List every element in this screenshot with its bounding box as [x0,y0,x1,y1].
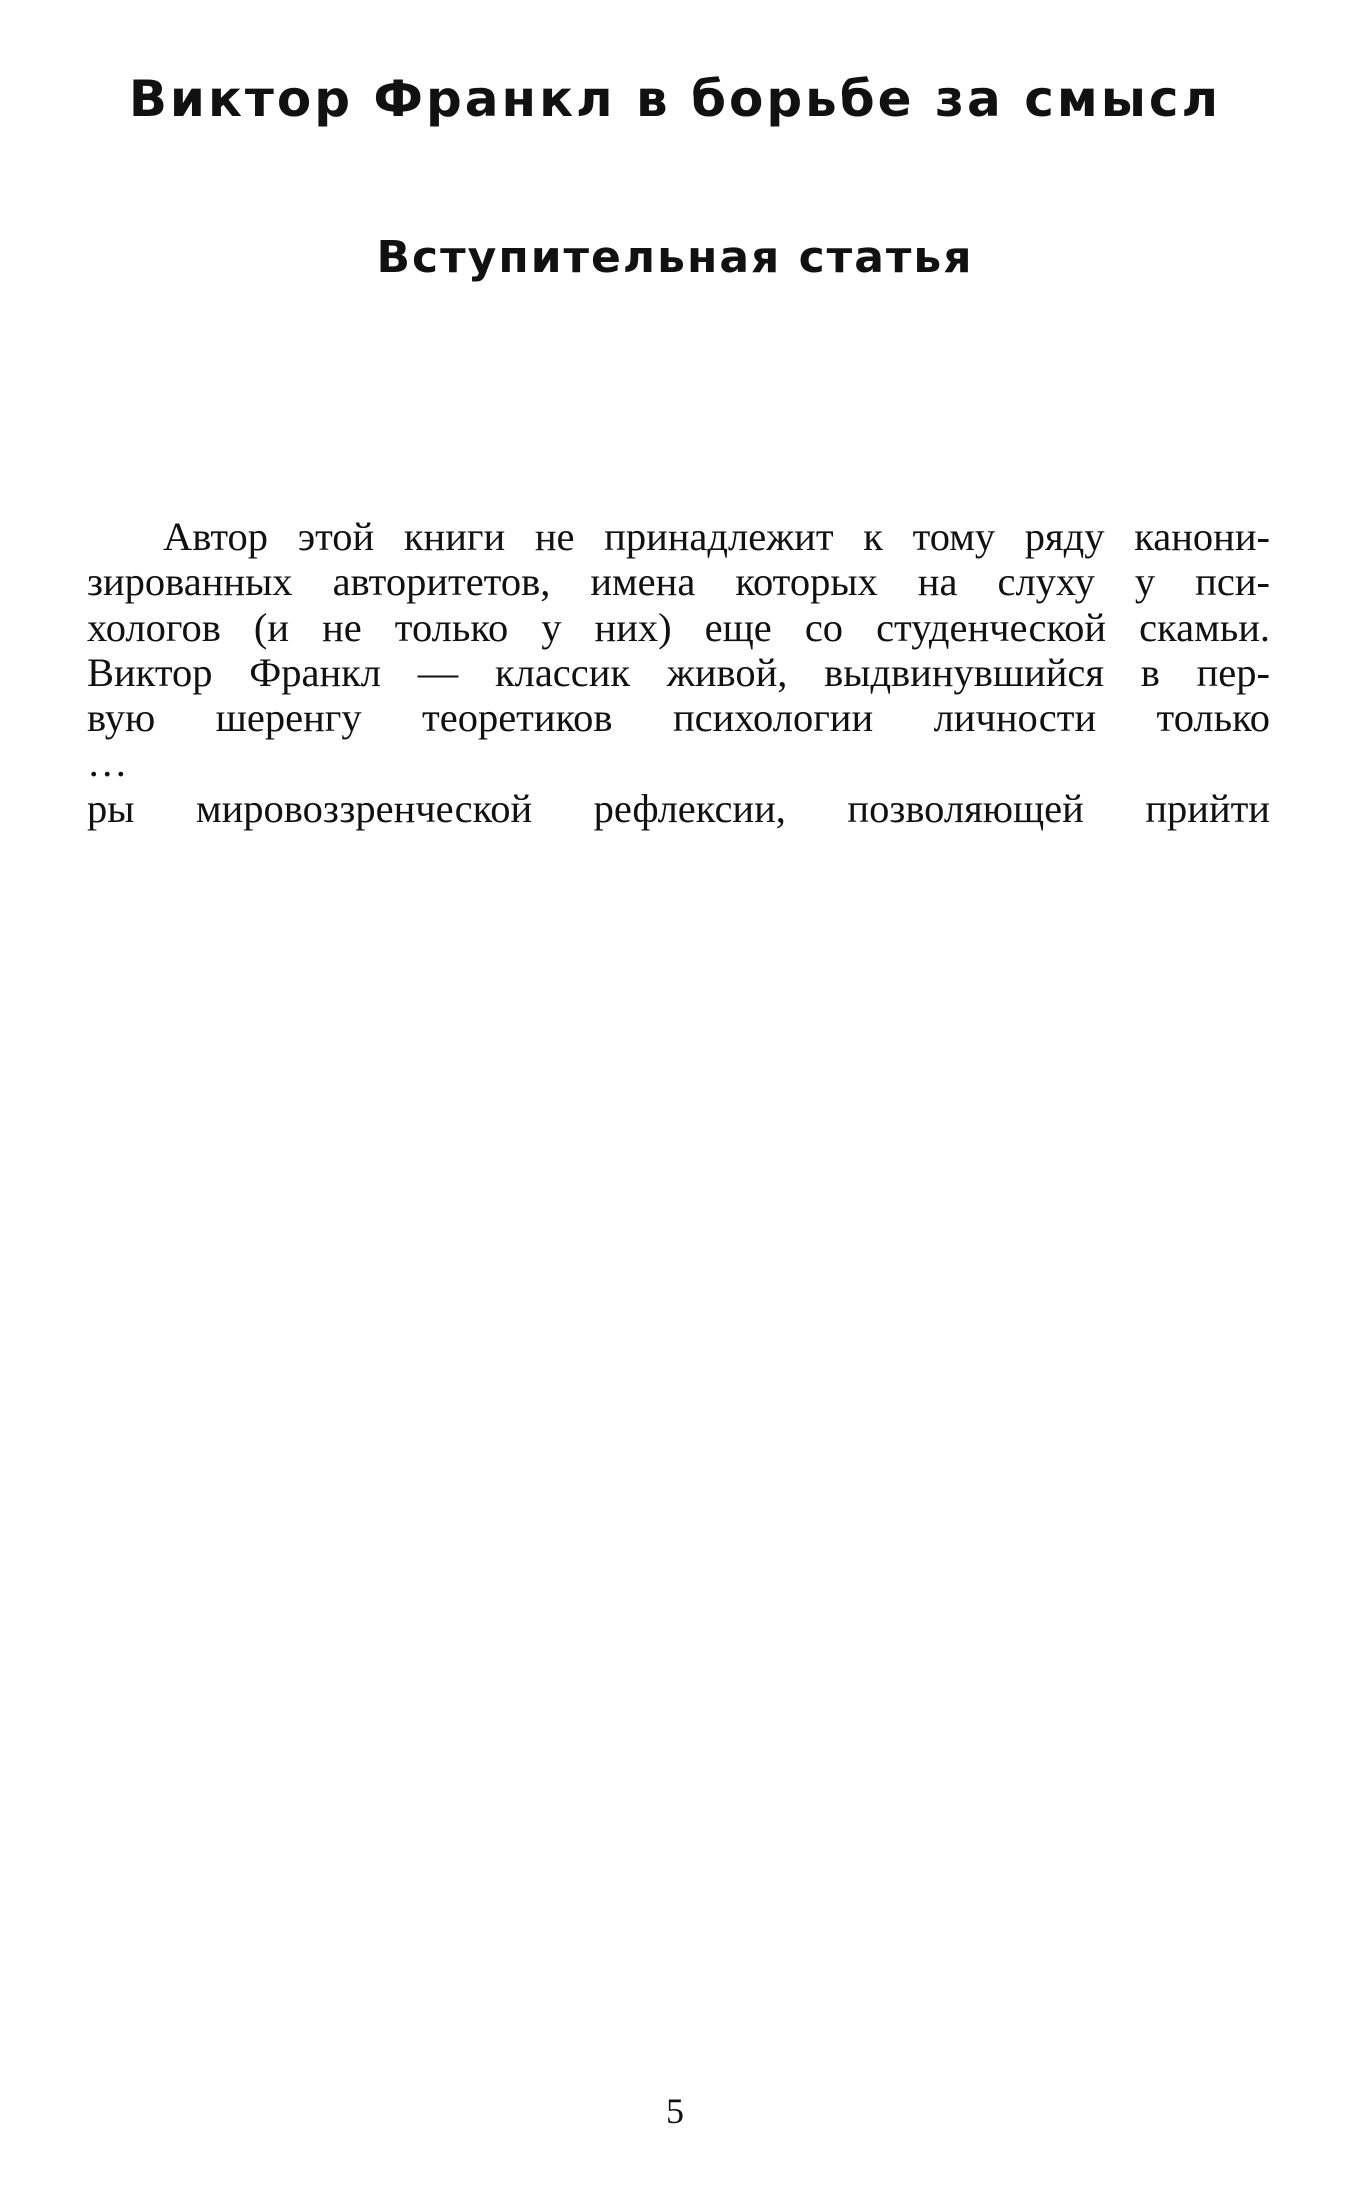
text-line [87,1737,1270,1782]
text-line [87,967,1270,1012]
text-line [87,1329,1270,1374]
text-line [87,831,1270,876]
text-line: вую шеренгу теоретиков психологии личности только [87,695,1270,741]
body-paragraph [87,514,1270,2009]
text-line [87,1601,1270,1646]
text-line: хологов (и не только у них) еще со студенческой скамьи. [87,604,1270,650]
text-line [87,1646,1270,1691]
text-line [87,1873,1270,1918]
text-line: … [87,740,128,786]
page-number: 5 [666,2091,684,2131]
text-line [87,876,1270,921]
section-title: Вступительная статья [376,232,974,283]
text-line [87,1012,1270,1057]
text-line [87,1828,1270,1873]
text-line: Виктор Франкл — классик живой, выдвинувшийся в пер- [87,649,1270,695]
text-line [87,1692,1270,1737]
book-title: Виктор Франкл в борьбе за смысл [128,70,1222,128]
text-line [87,1284,1270,1329]
text-line: Автор этой книги не принадлежит к тому ряду канони- [163,514,1270,559]
text-line: ры мировоззренческой рефлексии, позволяющей прийти [87,785,1270,831]
text-line [87,1420,1270,1465]
text-line [87,1103,1270,1148]
text-line [87,1782,1270,1827]
text-line [87,1239,1270,1284]
text-line [87,1375,1270,1420]
text-line [87,922,1270,967]
text-line [87,1465,1270,1510]
text-line [87,1556,1270,1601]
text-line [87,1964,1270,2009]
text-line [87,1511,1270,1556]
text-line [87,1193,1270,1238]
text-line [87,1918,1270,1963]
text-line [87,1148,1270,1193]
text-line [87,1058,1270,1103]
text-line: зированных авторитетов, имена которых на слуху у пси- [87,559,1270,605]
